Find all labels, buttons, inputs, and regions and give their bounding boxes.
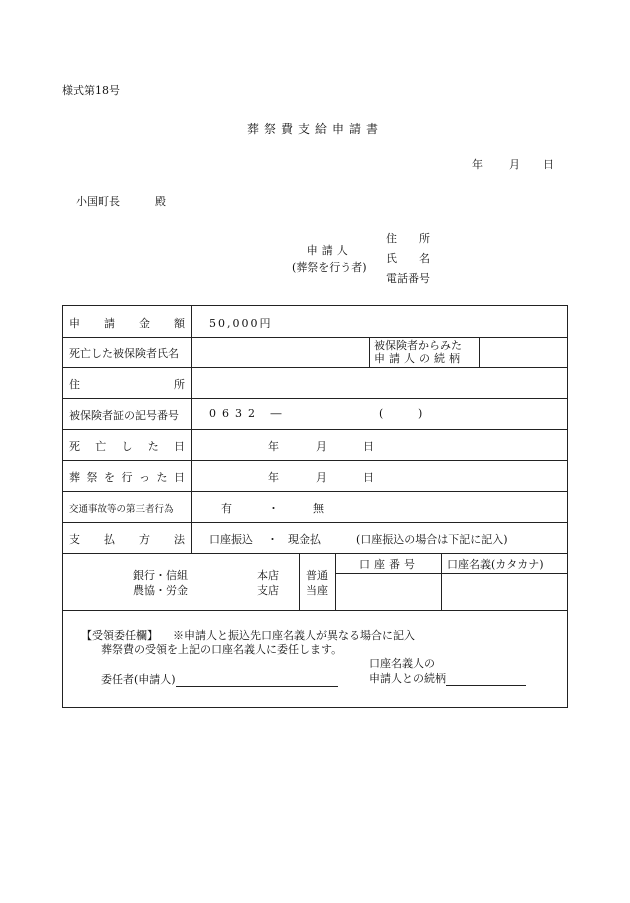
account-number-field[interactable] xyxy=(339,576,437,608)
applicant-block xyxy=(292,242,367,276)
account-type-labels xyxy=(306,568,328,598)
delegation-relation-line2: 申請人との続柄 xyxy=(369,671,526,686)
deceased-name-field[interactable] xyxy=(209,339,365,365)
payment-separator: ・ xyxy=(267,533,278,546)
date-month-label: 月 xyxy=(509,158,520,171)
applicant-address-label: 住 所 xyxy=(386,232,430,245)
third-party-no-option[interactable]: 無 xyxy=(313,502,324,515)
payment-cash-option[interactable]: 現金払 xyxy=(288,533,321,546)
delegation-note: ※申請人と振込先口座名義人が異なる場合に記入 xyxy=(173,629,415,642)
document-title: 葬祭費支給申請書 xyxy=(246,122,383,136)
payment-method-label: 支 払 方 法 xyxy=(69,533,185,546)
applicant-fields xyxy=(386,229,430,289)
delegation-relation-label xyxy=(369,656,526,686)
death-day-label: 日 xyxy=(363,440,374,453)
third-party-label: 交通事故等の第三者行為 xyxy=(69,504,174,515)
payment-note: (口座振込の場合は下記に記入) xyxy=(356,533,508,546)
account-number-label: 口座番号 xyxy=(359,558,419,571)
account-name-label: 口座名義(カタカナ) xyxy=(447,558,544,571)
relation-label-line2: 申請人の続柄 xyxy=(374,352,464,365)
account-name-field[interactable] xyxy=(445,576,565,608)
applicant-name-label: 氏 名 xyxy=(386,252,430,265)
relation-label-line1: 被保険者からみた xyxy=(374,339,462,352)
funeral-date-label: 葬 祭 を 行 っ た 日 xyxy=(69,471,185,484)
death-year-label: 年 xyxy=(268,440,279,453)
funeral-day-label: 日 xyxy=(363,471,374,484)
delegation-heading: 【受領委任欄】 xyxy=(81,629,158,642)
addressee-suffix: 殿 xyxy=(155,195,166,208)
insurance-paren-open: ( xyxy=(379,407,384,420)
address-label: 住 所 xyxy=(69,378,185,391)
insurance-number-label: 被保険者証の記号番号 xyxy=(69,409,179,422)
delegation-relation-line1: 口座名義人の xyxy=(369,657,435,670)
date-year-label: 年 xyxy=(472,158,483,171)
branch-type-line1: 本店 xyxy=(257,569,279,582)
bank-type-labels xyxy=(133,568,188,598)
delegator-line xyxy=(101,671,338,687)
account-type-line2: 当座 xyxy=(306,584,328,597)
date-day-label: 日 xyxy=(543,158,554,171)
delegator-field[interactable] xyxy=(176,674,338,687)
bank-type-line2: 農協・労金 xyxy=(133,584,188,597)
applicant-phone-label: 電話番号 xyxy=(386,272,430,285)
deceased-name-label: 死亡した被保険者氏名 xyxy=(69,347,179,360)
branch-type-labels xyxy=(257,568,279,598)
amount-value: 50,000円 xyxy=(209,317,273,330)
death-month-label: 月 xyxy=(316,440,327,453)
insurance-number-value: 0632 ― xyxy=(209,407,288,420)
delegation-statement: 葬祭費の受領を上記の口座名義人に委任します。 xyxy=(101,643,343,656)
bank-type-line1: 銀行・信組 xyxy=(133,569,188,582)
account-type-line1: 普通 xyxy=(306,569,328,582)
applicant-sublabel: (葬祭を行う者) xyxy=(292,261,367,274)
funeral-year-label: 年 xyxy=(268,471,279,484)
relation-field[interactable] xyxy=(483,339,565,365)
application-table xyxy=(62,305,568,708)
relation-label xyxy=(374,339,464,365)
delegator-label: 委任者(申請人) xyxy=(101,673,176,686)
funeral-month-label: 月 xyxy=(316,471,327,484)
applicant-label: 申請人 xyxy=(306,244,352,257)
amount-label: 申 請 金 額 xyxy=(69,317,185,330)
third-party-yes-option[interactable]: 有 xyxy=(221,502,232,515)
branch-type-line2: 支店 xyxy=(257,584,279,597)
form-number: 様式第18号 xyxy=(62,84,120,97)
address-field[interactable] xyxy=(195,370,565,396)
third-party-separator: ・ xyxy=(268,502,279,515)
addressee-name: 小国町長 xyxy=(76,195,120,208)
delegation-relation-field[interactable] xyxy=(446,673,526,686)
insurance-paren-close: ) xyxy=(418,407,423,420)
death-date-label: 死 亡 し た 日 xyxy=(69,440,185,453)
payment-transfer-option[interactable]: 口座振込 xyxy=(209,533,253,546)
